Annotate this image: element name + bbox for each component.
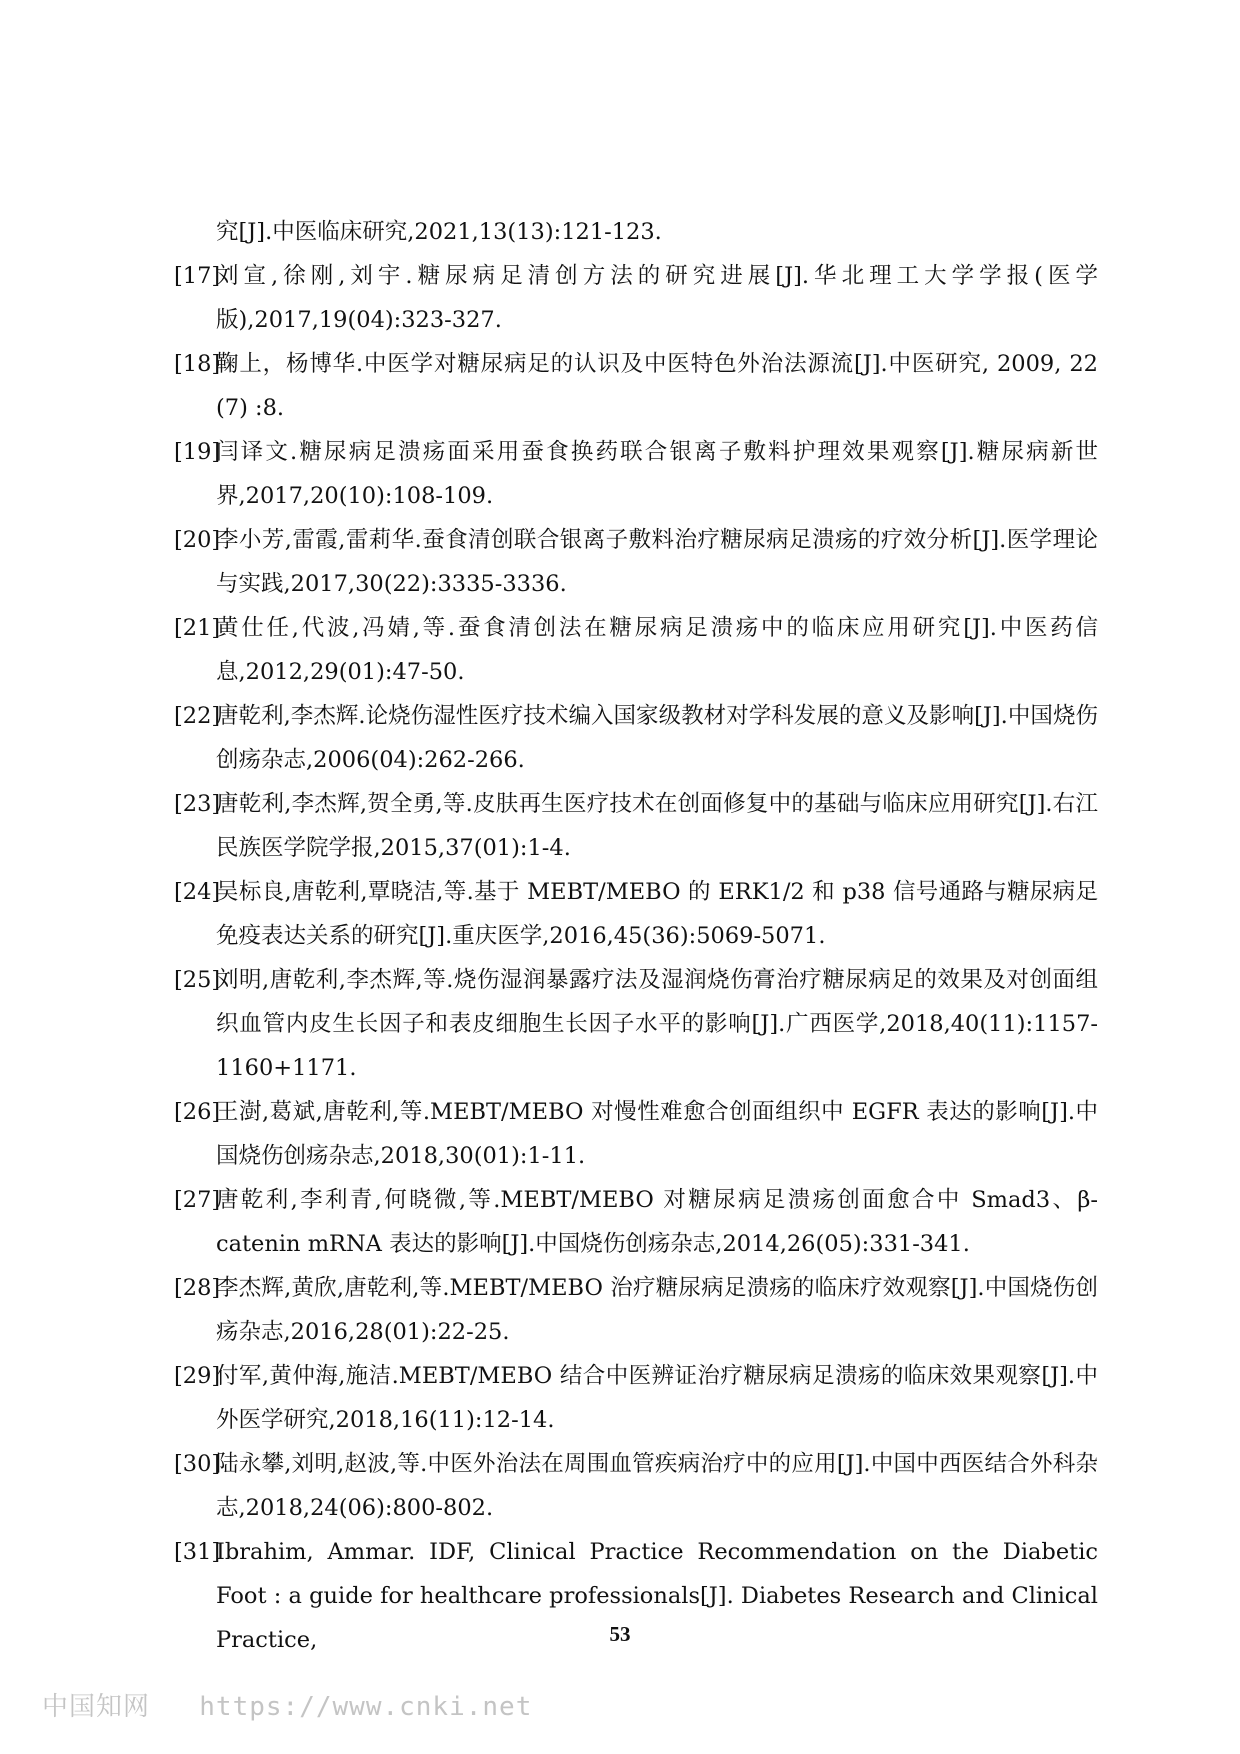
reference-number: [25] <box>174 967 221 993</box>
reference-text: 唐乾利,李利青,何晓微,等.MEBT/MEBO 对糖尿病足溃疡创面愈合中 Smad3、β-catenin mRNA 表达的影响[J].中国烧伤创疡杂志,2014,26(05):331-341. <box>216 1187 1098 1257</box>
reference-item-25 <box>174 958 1098 1090</box>
page-number: 53 <box>609 1622 631 1646</box>
reference-number: [24] <box>174 879 221 905</box>
reference-list <box>174 210 1098 1662</box>
cnki-watermark <box>42 1686 532 1723</box>
reference-item-22 <box>174 694 1098 782</box>
reference-number: [21] <box>174 615 221 641</box>
watermark-url: https://www.cnki.net <box>199 1692 533 1722</box>
reference-text: 黄仕任,代波,冯婧,等.蚕食清创法在糖尿病足溃疡中的临床应用研究[J].中医药信息,2012,29(01):47-50. <box>216 615 1098 685</box>
reference-item-23 <box>174 782 1098 870</box>
reference-item-21 <box>174 606 1098 694</box>
reference-number: [19] <box>174 439 221 465</box>
reference-item-26 <box>174 1090 1098 1178</box>
reference-number: [26] <box>174 1099 221 1125</box>
reference-text: 刘宣,徐刚,刘宇.糖尿病足清创方法的研究进展[J].华北理工大学学报(医学版),2017,19(04):323-327. <box>216 263 1098 333</box>
reference-text: 陆永攀,刘明,赵波,等.中医外治法在周围血管疾病治疗中的应用[J].中国中西医结合外科杂志,2018,24(06):800-802. <box>216 1451 1098 1521</box>
reference-item-29 <box>174 1354 1098 1442</box>
reference-number: [20] <box>174 527 221 553</box>
reference-number: [18] <box>174 351 221 377</box>
reference-text: 闫译文.糖尿病足溃疡面采用蚕食换药联合银离子敷料护理效果观察[J].糖尿病新世界,2017,20(10):108-109. <box>216 439 1098 509</box>
reference-item-28 <box>174 1266 1098 1354</box>
reference-text: 李小芳,雷霞,雷莉华.蚕食清创联合银离子敷料治疗糖尿病足溃疡的疗效分析[J].医学理论与实践,2017,30(22):3335-3336. <box>216 527 1098 597</box>
reference-text: 王澍,葛斌,唐乾利,等.MEBT/MEBO 对慢性难愈合创面组织中 EGFR 表达的影响[J].中国烧伤创疡杂志,2018,30(01):1-11. <box>216 1099 1098 1169</box>
reference-item-27 <box>174 1178 1098 1266</box>
reference-number: [22] <box>174 703 221 729</box>
reference-item-19 <box>174 430 1098 518</box>
reference-item-18 <box>174 342 1098 430</box>
reference-continuation: 究[J].中医临床研究,2021,13(13):121-123. <box>216 219 662 245</box>
reference-text: 刘明,唐乾利,李杰辉,等.烧伤湿润暴露疗法及湿润烧伤膏治疗糖尿病足的效果及对创面组织血管内皮生长因子和表皮细胞生长因子水平的影响[J].广西医学,2018,40(11):1157-1160+1171. <box>216 967 1098 1081</box>
reference-item-20 <box>174 518 1098 606</box>
reference-number: [23] <box>174 791 221 817</box>
reference-number: [30] <box>174 1451 221 1477</box>
reference-number: [29] <box>174 1363 221 1389</box>
reference-text: 吴标良,唐乾利,覃晓洁,等.基于 MEBT/MEBO 的 ERK1/2 和 p38 信号通路与糖尿病足免疫表达关系的研究[J].重庆医学,2016,45(36):5069-5071. <box>216 879 1098 949</box>
reference-text: 鞠上，杨博华.中医学对糖尿病足的认识及中医特色外治法源流[J].中医研究, 2009, 22 (7) :8. <box>216 351 1098 421</box>
watermark-brand: 中国知网 <box>42 1692 151 1722</box>
reference-number: [28] <box>174 1275 221 1301</box>
reference-item-24 <box>174 870 1098 958</box>
reference-item-17 <box>174 254 1098 342</box>
reference-text: 付军,黄仲海,施洁.MEBT/MEBO 结合中医辨证治疗糖尿病足溃疡的临床效果观察[J].中外医学研究,2018,16(11):12-14. <box>216 1363 1098 1433</box>
reference-text: 唐乾利,李杰辉.论烧伤湿性医疗技术编入国家级教材对学科发展的意义及影响[J].中国烧伤创疡杂志,2006(04):262-266. <box>216 703 1098 773</box>
reference-text: Ibrahim, Ammar. IDF, Clinical Practice Recommendation on the Diabetic Foot : a guide for healthcare professionals[J]. Diabetes Research and Clinical Practice, <box>216 1539 1098 1653</box>
reference-item-30 <box>174 1442 1098 1530</box>
reference-number: [17] <box>174 263 221 289</box>
reference-text: 李杰辉,黄欣,唐乾利,等.MEBT/MEBO 治疗糖尿病足溃疡的临床疗效观察[J].中国烧伤创疡杂志,2016,28(01):22-25. <box>216 1275 1098 1345</box>
reference-number: [27] <box>174 1187 221 1213</box>
reference-number: [31] <box>174 1539 221 1565</box>
reference-text: 唐乾利,李杰辉,贺全勇,等.皮肤再生医疗技术在创面修复中的基础与临床应用研究[J].右江民族医学院学报,2015,37(01):1-4. <box>216 791 1098 861</box>
